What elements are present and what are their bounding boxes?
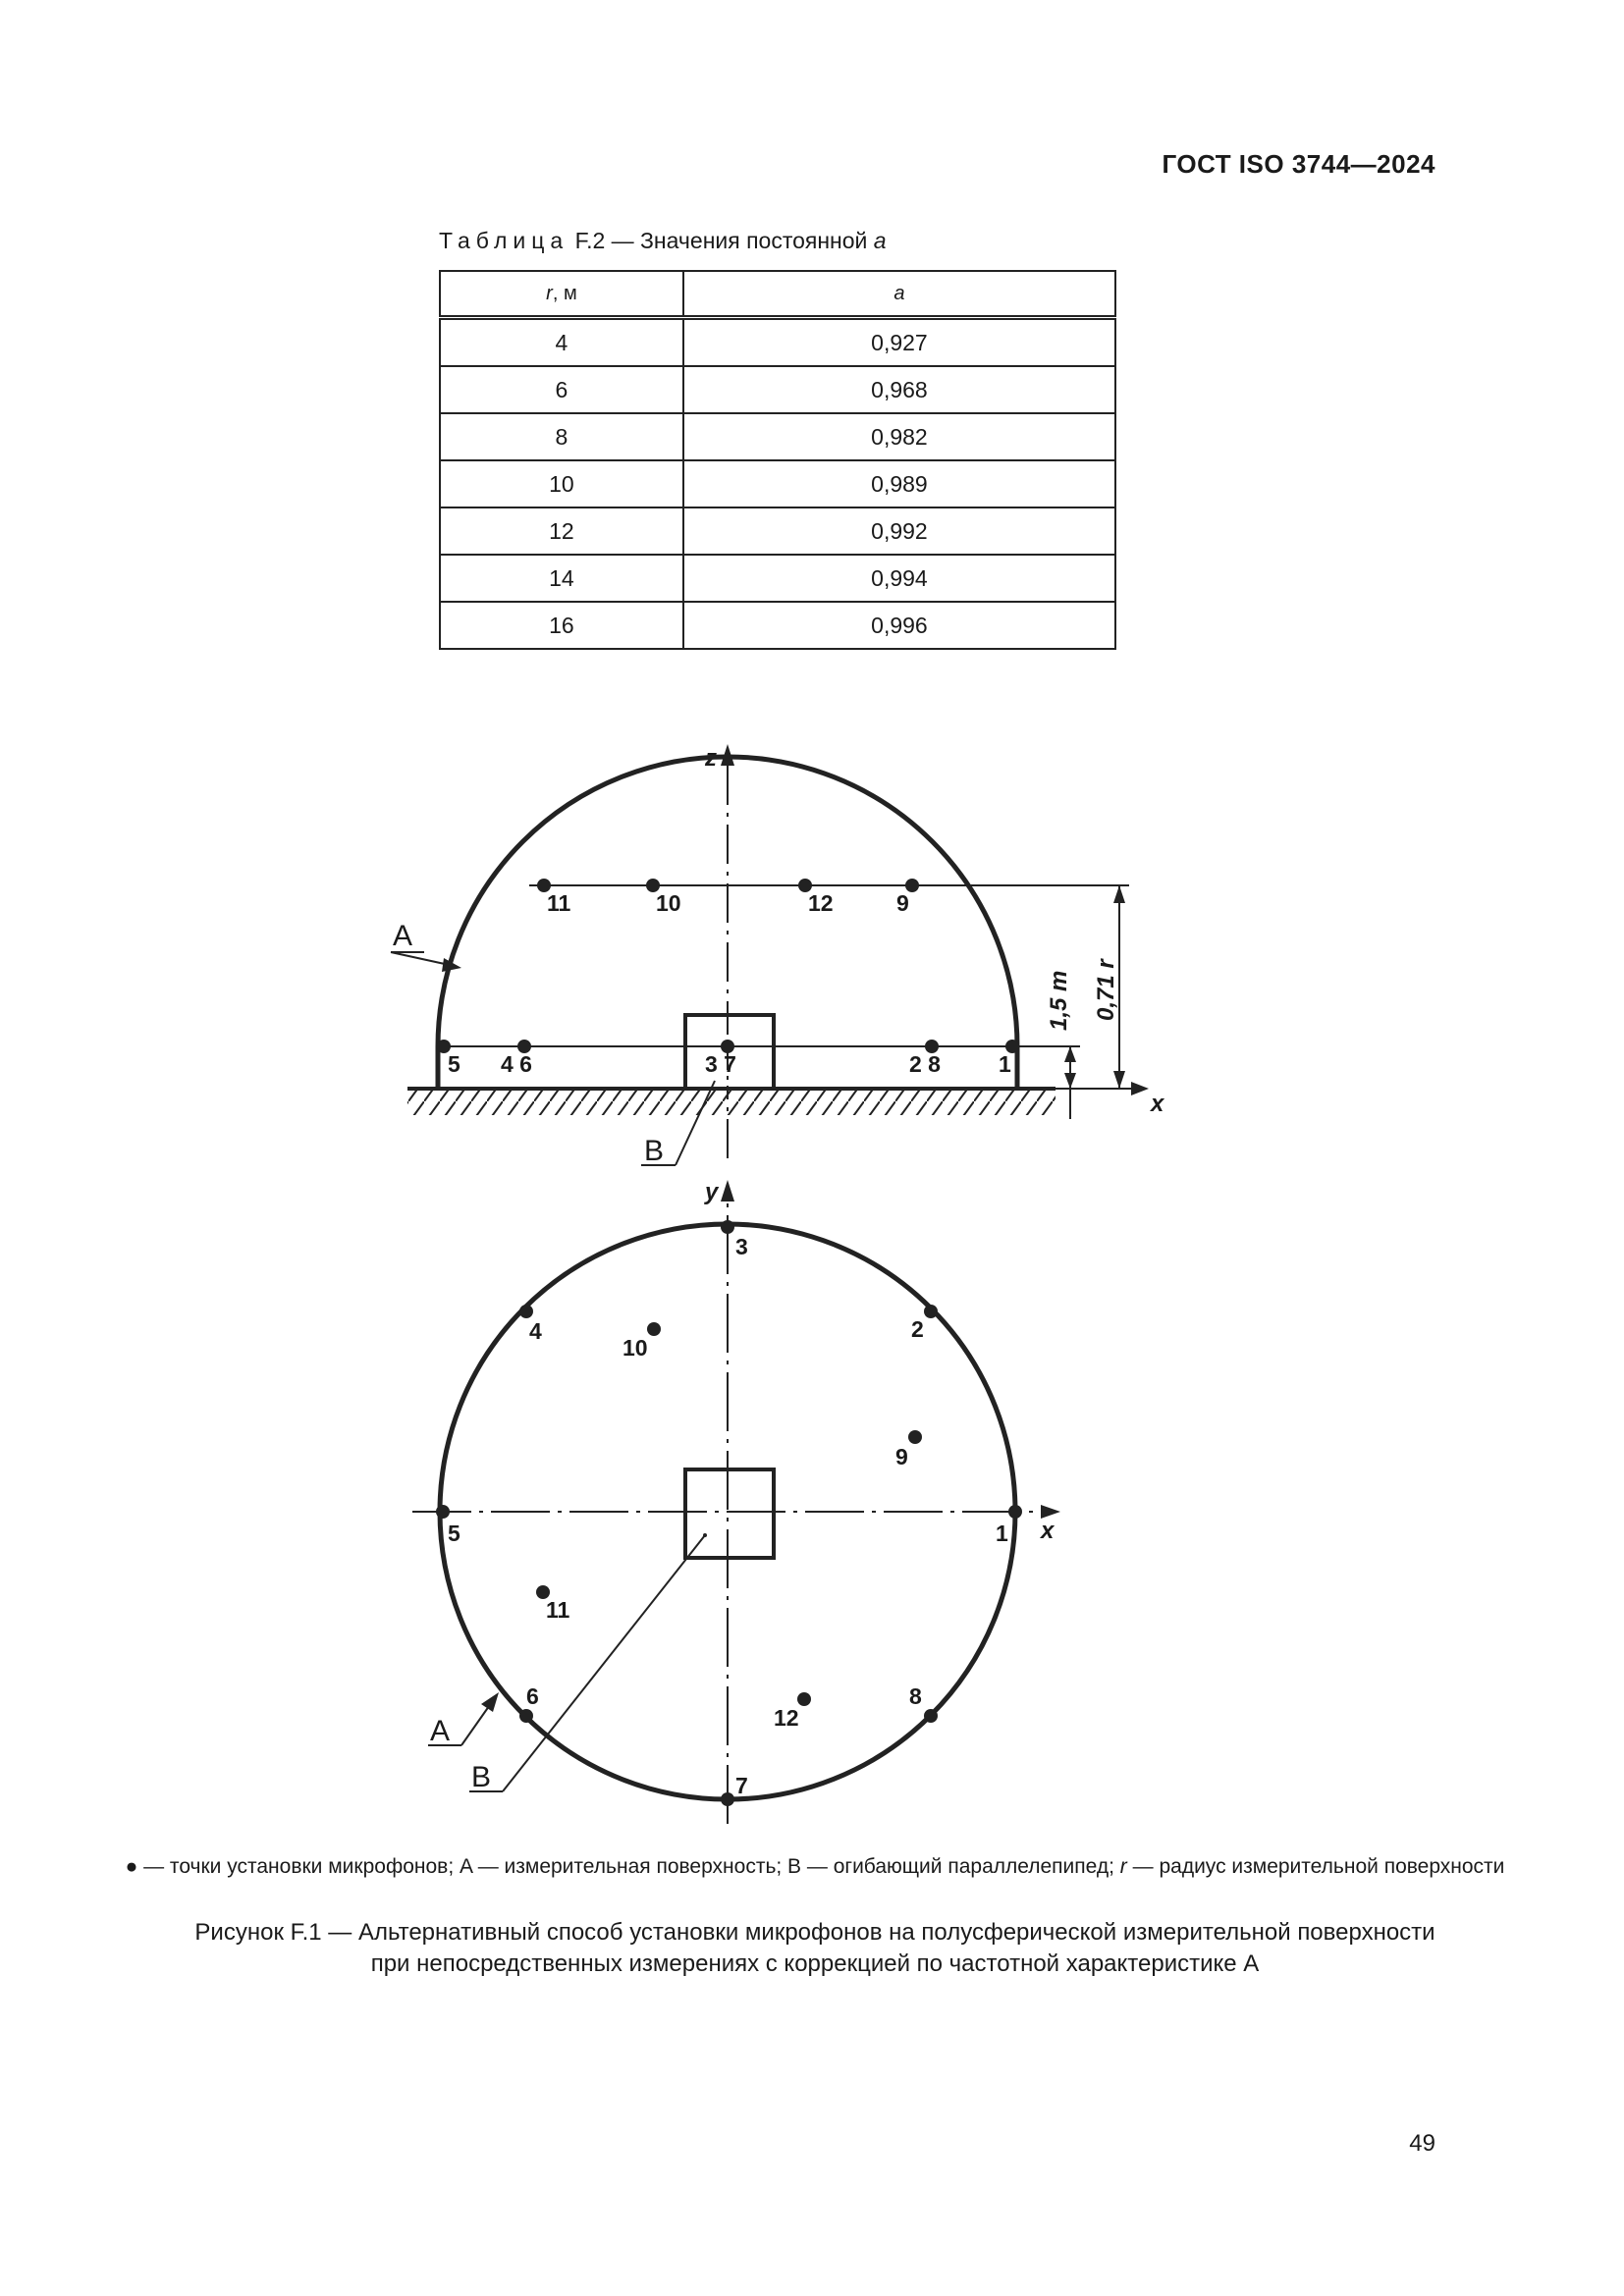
bullet-icon: ● bbox=[125, 1855, 138, 1878]
table-caption-text: F.2 — Значения постоянной bbox=[568, 228, 874, 253]
elev-x-arrow bbox=[1131, 1082, 1149, 1095]
elev-label-4-6: 4 6 bbox=[501, 1051, 532, 1077]
elev-label-B: B bbox=[644, 1135, 665, 1167]
table-cell: 0,968 bbox=[683, 366, 1115, 413]
plan-label-6: 6 bbox=[526, 1683, 539, 1709]
table-cell: 0,989 bbox=[683, 460, 1115, 507]
dim-071r-label: 0,71 r bbox=[1093, 959, 1119, 1021]
plan-x-arrow bbox=[1041, 1505, 1060, 1519]
table-cell: 6 bbox=[440, 366, 683, 413]
table-caption-label: Таблица bbox=[439, 228, 569, 253]
legend-var-r: r bbox=[1119, 1855, 1127, 1878]
header-r-unit: , м bbox=[552, 282, 577, 304]
table-cell: 0,994 bbox=[683, 555, 1115, 602]
plan-label-B: B bbox=[471, 1761, 492, 1793]
plan-view bbox=[412, 1179, 1060, 1824]
plan-point-4 bbox=[519, 1305, 533, 1318]
plan-point-12 bbox=[797, 1692, 811, 1706]
plan-label-4: 4 bbox=[529, 1318, 542, 1344]
dim-arrow bbox=[1113, 1071, 1125, 1089]
plan-leader-B bbox=[503, 1535, 705, 1791]
table-cell: 16 bbox=[440, 602, 683, 649]
elev-z-label: z bbox=[705, 745, 717, 772]
elev-label-9: 9 bbox=[896, 890, 909, 916]
plan-label-9: 9 bbox=[895, 1444, 908, 1469]
header-r-var: r bbox=[546, 282, 553, 304]
table-cell: 4 bbox=[440, 318, 683, 367]
table-cell: 0,996 bbox=[683, 602, 1115, 649]
plan-point-5 bbox=[436, 1505, 450, 1519]
plan-point-1 bbox=[1008, 1505, 1022, 1519]
plan-label-5: 5 bbox=[448, 1521, 460, 1546]
figure-caption-line-1: Рисунок F.1 — Альтернативный способ установки микрофонов на полусферической измерительной поверхности bbox=[194, 1919, 1435, 1946]
elev-label-1: 1 bbox=[999, 1051, 1011, 1077]
plan-x-label: x bbox=[1041, 1518, 1055, 1544]
plan-point-2 bbox=[924, 1305, 938, 1318]
elev-x-label: x bbox=[1151, 1091, 1164, 1117]
ground-hatch bbox=[407, 1090, 1056, 1115]
figure-caption bbox=[98, 1917, 1532, 1980]
page-number: 49 bbox=[1409, 2130, 1435, 2157]
dim-arrow bbox=[1064, 1046, 1076, 1062]
plan-label-3: 3 bbox=[735, 1234, 748, 1259]
plan-point-8 bbox=[924, 1709, 938, 1723]
table-caption-var: a bbox=[873, 228, 887, 253]
plan-label-A: A bbox=[430, 1715, 451, 1747]
elev-label-3-7: 3 7 bbox=[705, 1051, 736, 1077]
table-cell: 14 bbox=[440, 555, 683, 602]
plan-label-7: 7 bbox=[735, 1773, 748, 1798]
elev-label-2-8: 2 8 bbox=[909, 1051, 941, 1077]
elevation-view bbox=[391, 744, 1165, 1167]
dim-arrow bbox=[1113, 885, 1125, 903]
plan-y-label: y bbox=[705, 1179, 719, 1205]
plan-label-2: 2 bbox=[911, 1316, 924, 1342]
legend-text-2: — радиус измерительной поверхности bbox=[1126, 1855, 1505, 1878]
plan-label-12: 12 bbox=[774, 1705, 799, 1731]
plan-point-10 bbox=[647, 1322, 661, 1336]
elev-label-11: 11 bbox=[547, 890, 571, 916]
plan-leader-B-dot bbox=[703, 1533, 707, 1537]
table-cell: 0,927 bbox=[683, 318, 1115, 367]
plan-point-9 bbox=[908, 1430, 922, 1444]
plan-point-6 bbox=[519, 1709, 533, 1723]
table-cell: 10 bbox=[440, 460, 683, 507]
elev-label-5: 5 bbox=[448, 1051, 460, 1077]
elev-label-10: 10 bbox=[656, 890, 681, 916]
elev-label-12: 12 bbox=[808, 890, 834, 916]
plan-y-arrow bbox=[721, 1180, 734, 1201]
header-a-var: a bbox=[893, 282, 905, 304]
plan-label-11: 11 bbox=[546, 1597, 570, 1623]
dim-1-5m-label: 1,5 m bbox=[1046, 970, 1072, 1031]
table-cell: 12 bbox=[440, 507, 683, 555]
plan-leader-A-arrow bbox=[481, 1692, 499, 1712]
table-cell: 8 bbox=[440, 413, 683, 460]
plan-label-8: 8 bbox=[909, 1683, 922, 1709]
plan-point-7 bbox=[721, 1792, 734, 1806]
figure-caption-line-2: при непосредственных измерениях с коррекцией по частотной характеристике A bbox=[370, 1950, 1260, 1977]
elev-label-A: A bbox=[393, 920, 413, 952]
document-code: ГОСТ ISO 3744—2024 bbox=[1162, 149, 1435, 179]
plan-point-3 bbox=[721, 1220, 734, 1234]
legend-text-1: — точки установки микрофонов; A — измерительная поверхность; B — огибающий параллелепипед; bbox=[137, 1855, 1120, 1878]
table-cell: 0,982 bbox=[683, 413, 1115, 460]
plan-label-10: 10 bbox=[623, 1335, 648, 1361]
plan-label-1: 1 bbox=[996, 1521, 1008, 1546]
figure-legend bbox=[98, 1853, 1532, 1881]
table-cell: 0,992 bbox=[683, 507, 1115, 555]
dim-arrow bbox=[1064, 1073, 1076, 1089]
